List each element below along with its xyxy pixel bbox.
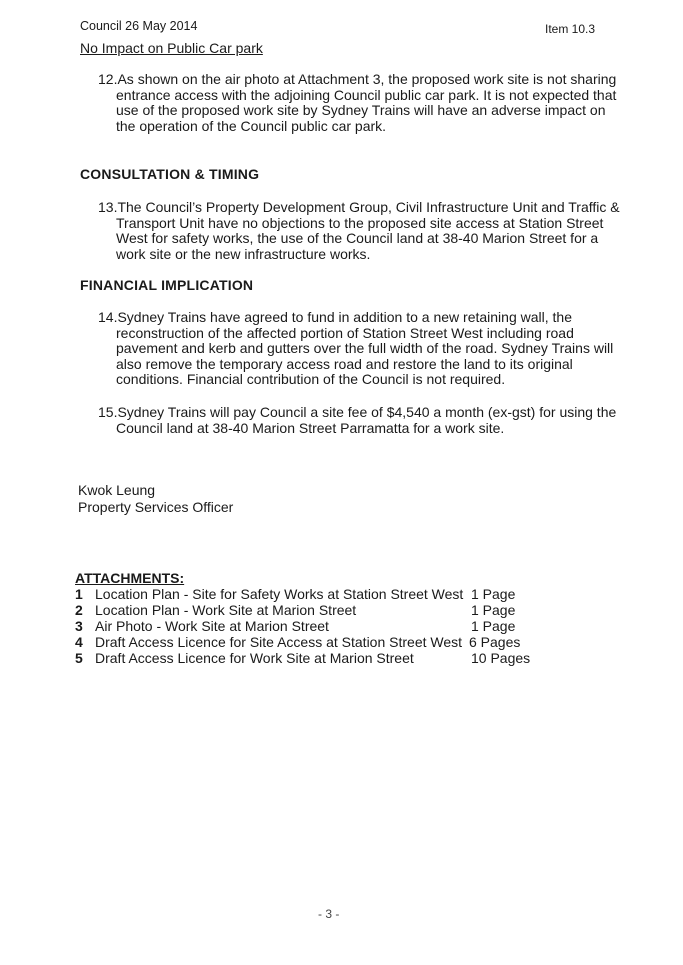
- paragraph-15: 15.Sydney Trains will pay Council a site fee of $4,540 a month (ex-gst) for using the Council land at 38-40 Marion Street Parramatta for a work site.: [98, 404, 617, 436]
- attachment-number: 5: [75, 650, 83, 666]
- attachment-title: Air Photo - Work Site at Marion Street: [95, 618, 329, 634]
- author-title: Property Services Officer: [78, 499, 234, 515]
- paragraph-12: 12.As shown on the air photo at Attachment 3, the proposed work site is not sharing entrance access with the adjoining Council public car park. It is not expected that use of the proposed work site by Sydney Trains will have an adverse impact on the operation of the Council public car park.: [98, 71, 617, 134]
- attachment-number: 4: [75, 634, 83, 650]
- attachment-number: 3: [75, 618, 83, 634]
- attachment-pages: 1 Page: [471, 586, 516, 602]
- signature-block: [78, 482, 233, 516]
- page-number: - 3 -: [318, 907, 340, 921]
- attachments-heading: ATTACHMENTS:: [75, 570, 185, 586]
- section-subtitle: No Impact on Public Car park: [80, 40, 263, 56]
- heading-consultation: CONSULTATION & TIMING: [80, 166, 260, 182]
- attachment-title: Draft Access Licence for Site Access at Station Street West: [95, 634, 463, 650]
- attachment-title: Location Plan - Site for Safety Works at Station Street West: [95, 586, 464, 602]
- attachment-title: Location Plan - Work Site at Marion Street: [95, 602, 357, 618]
- attachment-pages: 1 Page: [471, 602, 516, 618]
- attachment-pages: 10 Pages: [471, 650, 531, 666]
- paragraph-13: 13.The Council’s Property Development Group, Civil Infrastructure Unit and Traffic & Transport Unit have no objections to the proposed site access at Station Street West for safety works, the use of the Council land at 38-40 Marion Street for a work site or the new infrastructure works.: [98, 199, 620, 262]
- attachment-number: 2: [75, 602, 83, 618]
- heading-financial: FINANCIAL IMPLICATION: [80, 277, 254, 293]
- attachment-pages: 6 Pages: [469, 634, 521, 650]
- attachment-number: 1: [75, 586, 83, 602]
- paragraph-14: 14.Sydney Trains have agreed to fund in addition to a new retaining wall, the reconstruction of the affected portion of Station Street West including road pavement and kerb and gutters over the full width of the road. Sydney Trains will also remove the temporary access road and restore the land to its original conditions. Financial contribution of the Council is not required.: [98, 309, 614, 387]
- attachment-title: Draft Access Licence for Work Site at Marion Street: [95, 650, 414, 666]
- attachment-pages: 1 Page: [471, 618, 516, 634]
- meeting-date-header: Council 26 May 2014: [80, 19, 198, 33]
- author-name: Kwok Leung: [78, 482, 156, 498]
- item-number-header: Item 10.3: [545, 22, 596, 36]
